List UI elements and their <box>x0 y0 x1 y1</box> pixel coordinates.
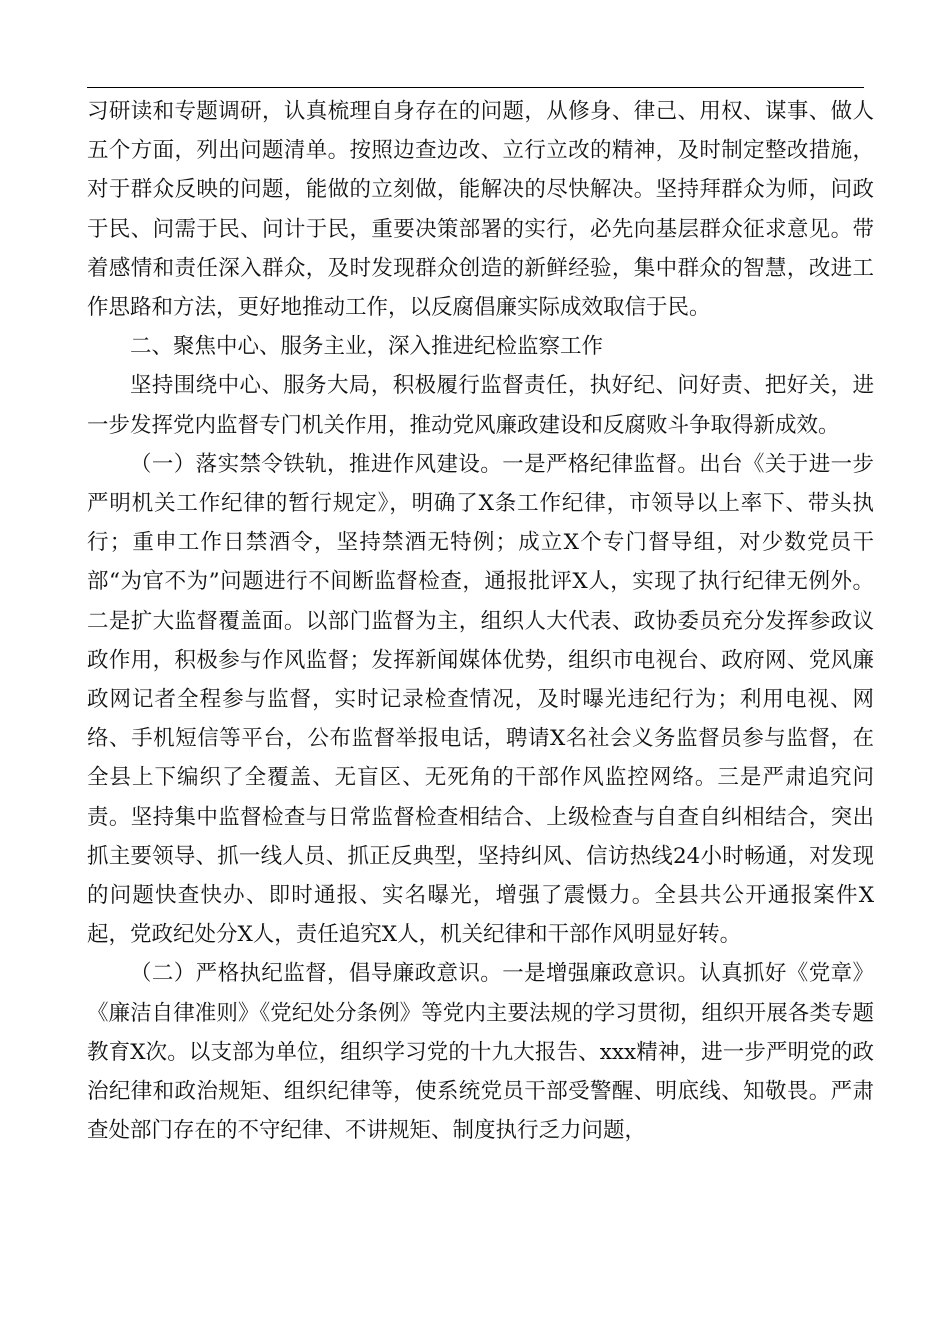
paragraph-intro: 坚持围绕中心、服务大局，积极履行监督责任，执好纪、问好责、把好关，进一步发挥党内监督专门机关作用，推动党风廉政建设和反腐败斗争取得新成效。 <box>87 373 874 438</box>
paragraph-continuation: 习研读和专题调研，认真梳理自身存在的问题，从修身、律己、用权、谋事、做人五个方面，列出问题清单。按照边查边改、立行立改的精神，及时制定整改措施，对于群众反映的问题，能做的立刻做，能解决的尽快解决。坚持拜群众为师，问政于民、问需于民、问计于民，重要决策部署的实行，必先向基层群众征求意见。带着感情和责任深入群众，及时发现群众创造的新鲜经验，集中群众的智慧，改进工作思路和方法，更好地推动工作，以反腐倡廉实际成效取信于民。 <box>87 99 874 321</box>
section-heading: 二、聚焦中心、服务主业，深入推进纪检监察工作 <box>130 334 604 360</box>
paragraph-subsection-1: （一）落实禁令铁轨，推进作风建设。一是严格纪律监督。出台《关于进一步严明机关工作纪律的暂行规定》，明确了X条工作纪律，市领导以上率下、带头执行；重申工作日禁酒令，坚持禁酒无特例；成立X个专门督导组，对少数党员干部“为官不为”问题进行不间断监督检查，通报批评X人，实现了执行纪律无例外。二是扩大监督覆盖面。以部门监督为主，组织人大代表、政协委员充分发挥参政议政作用，积极参与作风监督；发挥新闻媒体优势，组织市电视台、政府网、党风廉政网记者全程参与监督，实时记录检查情况，及时曝光违纪行为；利用电视、网络、手机短信等平台，公布监督举报电话，聘请X名社会义务监督员参与监督，在全县上下编织了全覆盖、无盲区、无死角的干部作风监控网络。三是严肃追究问责。坚持集中监督检查与日常监督检查相结合、上级检查与自查自纠相结合，突出抓主要领导、抓一线人员、抓正反典型，坚持纠风、信访热线24小时畅通，对发现的问题快查快办、即时通报、实名曝光，增强了震慑力。全县共公开通报案件X起，党政纪处分X人，责任追究X人，机关纪律和干部作风明显好转。 <box>87 451 874 948</box>
paragraph-subsection-2: （二）严格执纪监督，倡导廉政意识。一是增强廉政意识。认真抓好《党章》《廉洁自律准则》《党纪处分条例》等党内主要法规的学习贯彻，组织开展各类专题教育X次。以支部为单位，组织学习党的十九大报告、xxx精神，进一步严明党的政治纪律和政治规矩、组织纪律等，使系统党员干部受警醒、明底线、知敬畏。严肃查处部门存在的不守纪律、不讲规矩、制度执行乏力问题， <box>87 961 874 1144</box>
document-body <box>87 92 874 1150</box>
header-rule <box>87 87 864 88</box>
